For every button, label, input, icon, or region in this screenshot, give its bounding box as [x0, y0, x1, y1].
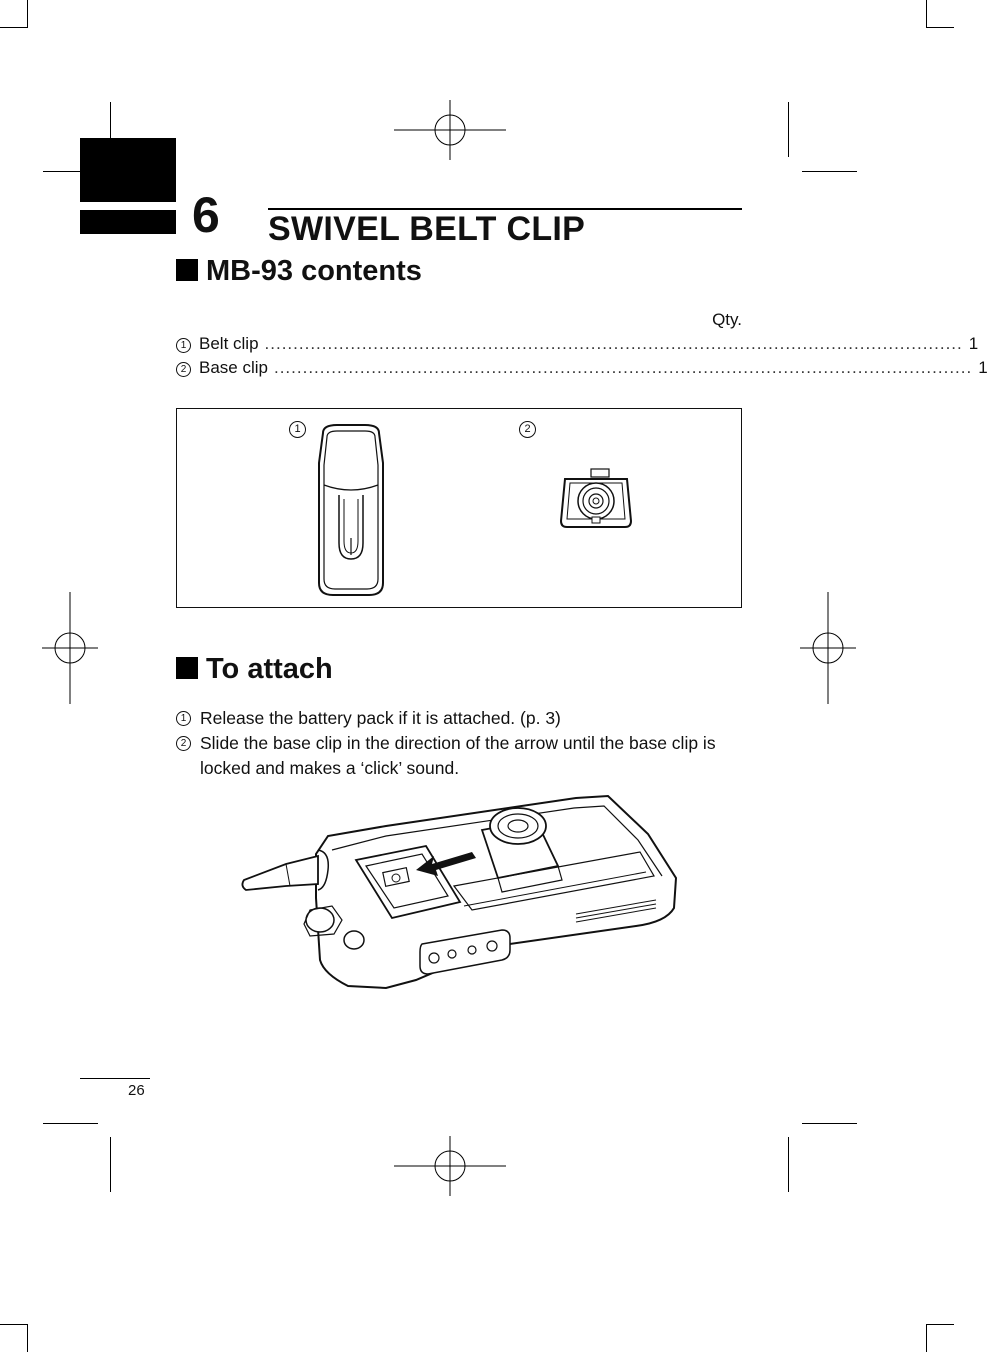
- item-marker: 1: [176, 338, 191, 353]
- trim-mark-r2-v: [788, 1137, 789, 1192]
- attach-heading: [176, 653, 333, 686]
- base-clip-illustration: [559, 467, 633, 531]
- contents-heading-text: MB-93 contents: [206, 255, 422, 287]
- trim-mark-l2-v: [110, 1137, 111, 1192]
- item-label: Base clip: [199, 358, 268, 377]
- chapter-number: 6: [192, 187, 220, 243]
- item-qty: 1: [978, 358, 988, 377]
- trim-mark-l2-h: [43, 1123, 98, 1124]
- crop-mark-tl-v: [27, 0, 28, 28]
- contents-item-belt-clip: [176, 334, 979, 354]
- qty-column-label: Qty.: [712, 310, 742, 329]
- crop-mark-tr-v: [926, 0, 927, 28]
- square-bullet-icon: [176, 657, 198, 679]
- attach-heading-text: To attach: [206, 653, 333, 685]
- attach-step-2: [176, 731, 746, 781]
- trim-mark-r1-v: [788, 102, 789, 157]
- item-label: Belt clip: [199, 334, 259, 353]
- registration-target-bottom: [394, 1136, 506, 1196]
- figure-label-belt-clip: 1: [289, 421, 306, 438]
- item-marker: 2: [176, 362, 191, 377]
- contents-heading: [176, 255, 422, 288]
- chapter-tab-bar: [80, 210, 176, 234]
- registration-target-left: [42, 592, 98, 704]
- page-number-rule: [80, 1078, 150, 1079]
- crop-mark-tl-h: [0, 27, 28, 28]
- step-text: Release the battery pack if it is attached. (p. 3): [200, 708, 561, 728]
- contents-item-base-clip: [176, 358, 988, 378]
- radio-attach-illustration: [236, 790, 684, 1000]
- leader-dots: ..........................................................................................................................: [264, 334, 963, 353]
- trim-mark-r1-h: [802, 171, 857, 172]
- belt-clip-illustration: [307, 423, 395, 599]
- contents-figure: [176, 408, 742, 608]
- leader-dots: ..........................................................................................................................: [273, 358, 973, 377]
- item-qty: 1: [968, 334, 979, 353]
- trim-mark-r2-h: [802, 1123, 857, 1124]
- crop-mark-tr-h: [926, 27, 954, 28]
- step-marker: 2: [176, 736, 191, 751]
- page-number: 26: [128, 1082, 145, 1099]
- figure-label-base-clip: 2: [519, 421, 536, 438]
- crop-mark-bl-v: [27, 1324, 28, 1352]
- registration-target-top: [394, 100, 506, 160]
- registration-target-right: [800, 592, 856, 704]
- square-bullet-icon: [176, 259, 198, 281]
- chapter-title: SWIVEL BELT CLIP: [268, 210, 586, 248]
- chapter-tab-block: [80, 138, 176, 202]
- crop-mark-bl-h: [0, 1324, 28, 1325]
- step-text: Slide the base clip in the direction of the arrow until the base clip is locked and makes a ‘click’ sound.: [200, 733, 716, 778]
- crop-mark-br-h: [926, 1324, 954, 1325]
- step-marker: 1: [176, 711, 191, 726]
- crop-mark-br-v: [926, 1324, 927, 1352]
- attach-step-1: [176, 706, 746, 731]
